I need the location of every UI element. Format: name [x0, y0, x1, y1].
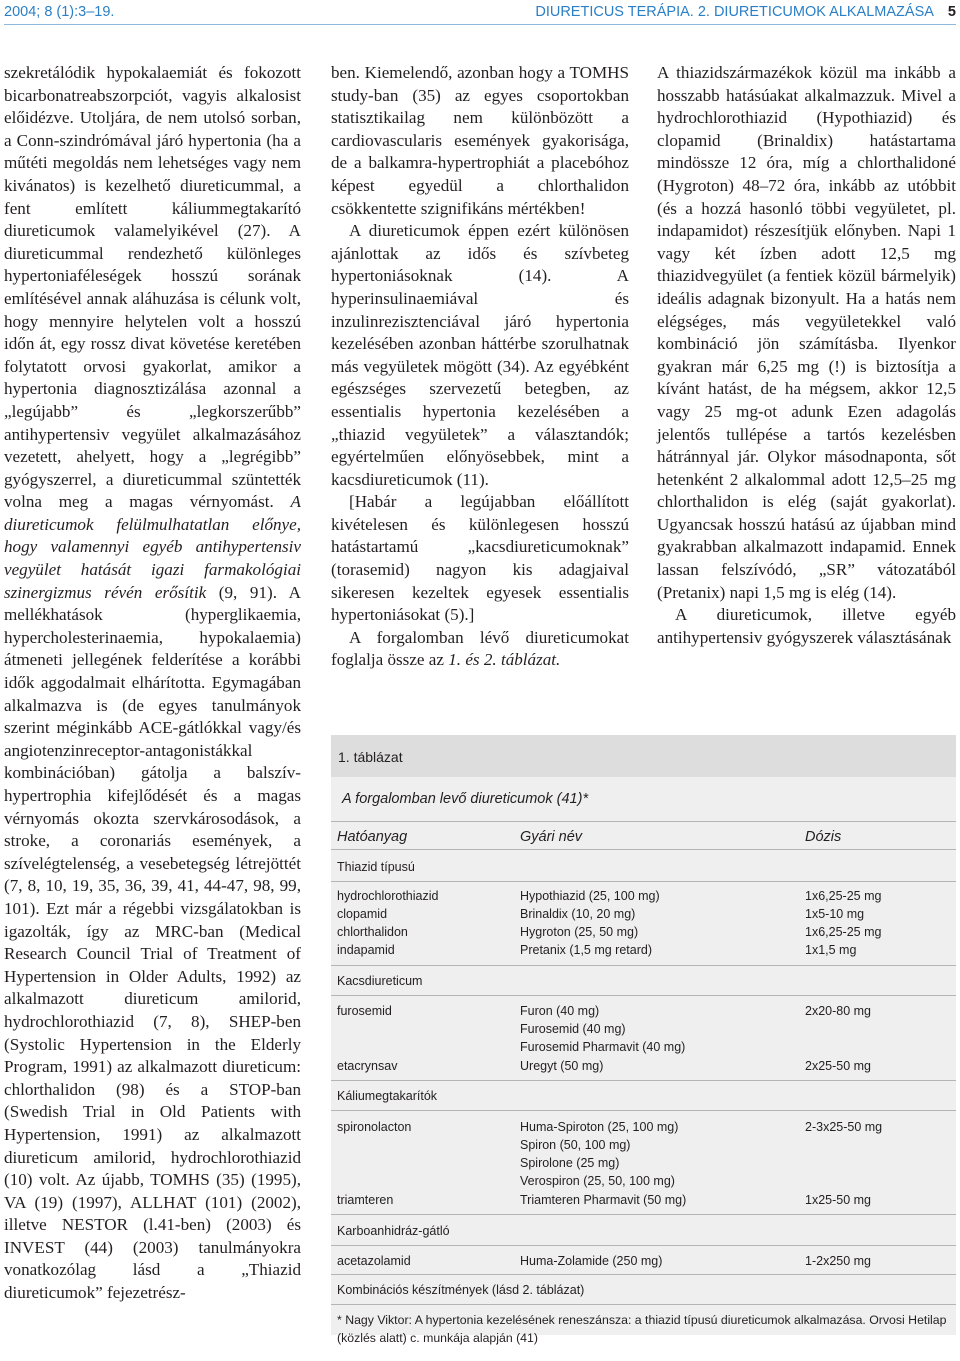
cell-gyari-nev: Spirolone (25 mg) — [520, 1156, 620, 1170]
paragraph — [4, 62, 301, 1305]
cell-dozis: 1x6,25-25 mg — [805, 889, 882, 903]
cell-dozis: 2x25-50 mg — [805, 1059, 872, 1073]
table-rule — [331, 1245, 956, 1246]
cell-dozis: 2-3x25-50 mg — [805, 1120, 883, 1134]
section-title — [535, 4, 956, 20]
table-title: A forgalomban levő diureticumok (41)* — [342, 791, 589, 807]
cell-dozis: 1x1,5 mg — [805, 943, 857, 957]
header-rule — [4, 24, 956, 25]
cell-gyari-nev: Hypothiazid (25, 100 mg) — [520, 889, 660, 903]
paragraph: A diureticumok, illetve egyéb antihypertensiv gyógyszerek választásának — [657, 605, 956, 647]
cell-dozis: 1x25-50 mg — [805, 1193, 872, 1207]
cell-gyari-nev: Triamteren Pharmavit (50 mg) — [520, 1193, 687, 1207]
cell-dozis: 1x6,25-25 mg — [805, 925, 882, 939]
table-rule — [331, 881, 956, 882]
paragraph-text: szekretálódik hypokalaemiát és fokozott bicarbonatreabszorpciót, vagyis alkalosist előidézve. Utoljára, de nem utolsó sorban, a Conn-szindrómával járó hypertonia (ha a műtéti megoldás nem lehetséges vagy nem kivánatos) is kezelhető diureticummal, a fent említett káliummegtakarító diureticumok valamelyikével (27). A diureticummal rendezhető különleges hypertoniaféleségek hosszú sorának említésével annak aláhuzása is célunk volt, hogy mennyire helytelen volt a hosszú időn át, egy rossz divat követése keretében folytatott orvosi gyakorlat, amikor a hypertonia diagnosztizálása azonnal a „legújabb” és „legkorszerűbb” antihypertensiv vegyület alkalmazásához vezetett, ahelyett, hogy a „legrégibb” gyógyszerrel, a diureticummal szüntették volna meg a magas vérnyomást. — [4, 63, 301, 512]
text-column-3 — [657, 62, 956, 649]
cell-gyari-nev: Furon (40 mg) — [520, 1004, 600, 1018]
table-rule — [331, 1080, 956, 1081]
cell-gyari-nev: Pretanix (1,5 mg retard) — [520, 943, 652, 957]
paragraph: [Habár a legújabban előállított kivételesen és különlegesen hosszú hatástartamú „kacsdiureticumoknak” (torasemid) nagyon kis adagjaival sikeresen kezeltek egyesek essentialis hypertoniásokat (5).] — [331, 492, 629, 625]
section-kalium: Káliumegtakarítók — [337, 1089, 438, 1103]
cell-gyari-nev: Spiron (50, 100 mg) — [520, 1138, 631, 1152]
section-thiazid: Thiazid típusú — [337, 860, 415, 874]
footnote-text: * Nagy Viktor: A hypertonia kezelésének reneszánsza: a thiazid típusú diureticumok alkalmazása. Orvosi Hetilap (közlés alatt) c. munkája alapján (41) — [337, 1313, 947, 1345]
cell-hatoanyag: indapamid — [337, 943, 395, 957]
cell-gyari-nev: Hygroton (25, 50 mg) — [520, 925, 639, 939]
paragraph-text: A forgalomban lévő diureticumokat foglalja össze az — [331, 627, 629, 670]
col-header-hatoanyag: Hatóanyag — [337, 829, 408, 845]
running-header — [4, 2, 956, 24]
table-rule — [331, 1214, 956, 1215]
paragraph: A diureticumok éppen ezért különösen ajánlottak az idős és szívbeteg hypertoniásoknak (14). A hyperinsulinaemiával és inzulinrezisztenciával járó hypertonia kezelésében azonban háttérbe szorulhatnak más vegyületek mögött (34). Az egyébként egészséges szervezetű betegben, az essentialis hypertonia kezelésében a „thiazid vegyületek” a választandók; egyértelműen előnyösebbek, mint a kacsdiureticumok (11). — [331, 221, 629, 489]
cell-hatoanyag: furosemid — [337, 1004, 392, 1018]
cell-gyari-nev: Uregyt (50 mg) — [520, 1059, 604, 1073]
cell-gyari-nev: Furosemid (40 mg) — [520, 1022, 626, 1036]
table-rule — [331, 821, 956, 822]
cell-hatoanyag: triamteren — [337, 1193, 394, 1207]
table-rule — [331, 995, 956, 996]
section-title-text: DIURETICUS TERÁPIA. 2. DIURETICUMOK ALKALMAZÁSA — [535, 4, 934, 20]
cell-hatoanyag: chlorthalidon — [337, 925, 408, 939]
cell-gyari-nev: Huma-Spiroton (25, 100 mg) — [520, 1120, 679, 1134]
paragraph: ben. Kiemelendő, azonban hogy a TOMHS study-ban (35) az egyes csoportokban statisztikailag nem különbözött a cardiovascularis események gyakorisága, de a balkamra-hypertrophiát a placebóhoz képest egyedül a chlorthalidon csökkentette szignifikáns mértékben! — [331, 63, 629, 218]
table-header-row — [331, 823, 956, 847]
table-rule — [331, 1110, 956, 1111]
section-kombinacios: Kombinációs készítmények (lásd 2. táblázat) — [337, 1283, 585, 1297]
cell-gyari-nev: Huma-Zolamide (250 mg) — [520, 1254, 663, 1268]
table-number: 1. táblázat — [338, 749, 403, 765]
section-karbo: Karboanhidráz-gátló — [337, 1224, 450, 1238]
paragraph-text: (9, 91). A mellékhatások (hyperglikaemia, hypercholesterinaemia, hypokalaemia) átmeneti jellegének felderítése a korábbi idők aggodalmait elhárította. Egymagában alkalmazva is (de egyes tanulmányok szerint méginkább ACE-gátlókkal vagy/és angiotenzinreceptor-antagonistákkal kombinációban) gátolja a balszív-hypertrophia kifejlődését és a magas vérnyomás okozta szervkárosodások, a stroke, a coronariás események, a szívelégtelenség, a vesebetegség létrejöttét (7, 8, 10, 19, 35, 36, 39, 41, 44-47, 98, 99, 101). Ezt már a régebbi vizsgálatokban is igazolták, így az MRC-ban (Medical Research Council Trial of Treatment of Hypertension in Older Adults, 1992) az alkalmazott diureticum amilorid, hydrochlorothiazid (7, 8), SHEP-ben (Systolic Hypertension in the Elderly Program, 1991) az alkalmazott diureticum: chlorthalidon (98) és a STOP-ban (Swedish Trial in Old Patients with Hypertension, 1991) az alkalmazott diureticum amilorid, hydrochlorothiazid (10) volt. Az újabb, TOMHS (35) (1995), VA (19) (1997), ALLHAT (101) (2002), illetve NESTOR (l.41-ben) (2003) és INVEST (44) (2003) tanulmányokra vonatkozólag lásd a „Thiazid diureticumok” fejezetrész- — [4, 582, 301, 1303]
cell-dozis: 1-2x250 mg — [805, 1254, 872, 1268]
cell-hatoanyag: clopamid — [337, 907, 388, 921]
cell-hatoanyag: acetazolamid — [337, 1254, 411, 1268]
cell-hatoanyag: spironolacton — [337, 1120, 412, 1134]
journal-citation: 2004; 8 (1):3–19. — [4, 4, 115, 20]
cell-hatoanyag: etacrynsav — [337, 1059, 398, 1073]
section-kacs: Kacsdiureticum — [337, 974, 423, 988]
paragraph — [331, 627, 629, 672]
table-number-bar — [331, 735, 956, 777]
cell-gyari-nev: Brinaldix (10, 20 mg) — [520, 907, 636, 921]
col-header-gyari-nev: Gyári név — [520, 829, 583, 845]
table-reference: 1. és 2. táblázat. — [448, 650, 561, 670]
text-column-2 — [331, 62, 629, 672]
italic-emphasis: A diureticumok felülmulhatatlan előnye, hogy valamennyi egyéb antihypertensiv vegyület hatását igazi farmakológiai szinergizmus révén erősítik — [4, 492, 301, 602]
table-rule — [331, 1274, 956, 1275]
cell-gyari-nev: Furosemid Pharmavit (40 mg) — [520, 1040, 686, 1054]
table-1 — [331, 735, 956, 1345]
page-number: 5 — [947, 4, 956, 20]
cell-dozis: 1x5-10 mg — [805, 907, 865, 921]
table-rule — [331, 1304, 956, 1305]
col-header-dozis: Dózis — [805, 829, 842, 845]
table-footnote — [331, 1311, 956, 1347]
cell-hatoanyag: hydrochlorothiazid — [337, 889, 439, 903]
text-column-1 — [4, 62, 301, 1305]
cell-dozis: 2x20-80 mg — [805, 1004, 872, 1018]
table-rule — [331, 965, 956, 966]
table-rule — [331, 849, 956, 850]
cell-gyari-nev: Verospiron (25, 50, 100 mg) — [520, 1174, 675, 1188]
paragraph: A thiazidszármazékok közül ma inkább a hosszabb hatásúakat alkalmazzuk. Mivel a hydrochlorothiazid (Hypothiazid) és clopamid (Brinaldix) hatástartama mindössze 12 óra, míg a chlorthalidoné (Hygroton) 48–72 óra, inkább az utóbbit (és a hozzá hasonló többi vegyületet, pl. indapamidot) részesítjük előnyben. Napi 1 vagy két ízben adott 12,5 mg thiazidvegyület (a fentiek közül bármelyik) ideális adagnak bizonyult. Ha a hatás nem elégséges, más vegyületekkel való kombináció jön számításba. Ilyenkor gyakran már 6,25 mg (!) is biztosítja a kívánt hatást, de ha mégsem, akkor 12,5 vagy 25 mg-ot adunk Ezen adagolás jelentős tullépése a tartós kezelésben hátránnyal jár. Olykor másodnaponta, sőt hetenként 2 alkalommal adott 12,5–25 mg chlorthalidon is elég (saját gyakorlat). Ugyancsak hosszú hatású az újabban mind gyakrabban alkalmazott indapamid. Ennek lassan felszívódó, „SR” vátozatából (Pretanix) napi 1,5 mg is elég (14). — [657, 63, 956, 602]
